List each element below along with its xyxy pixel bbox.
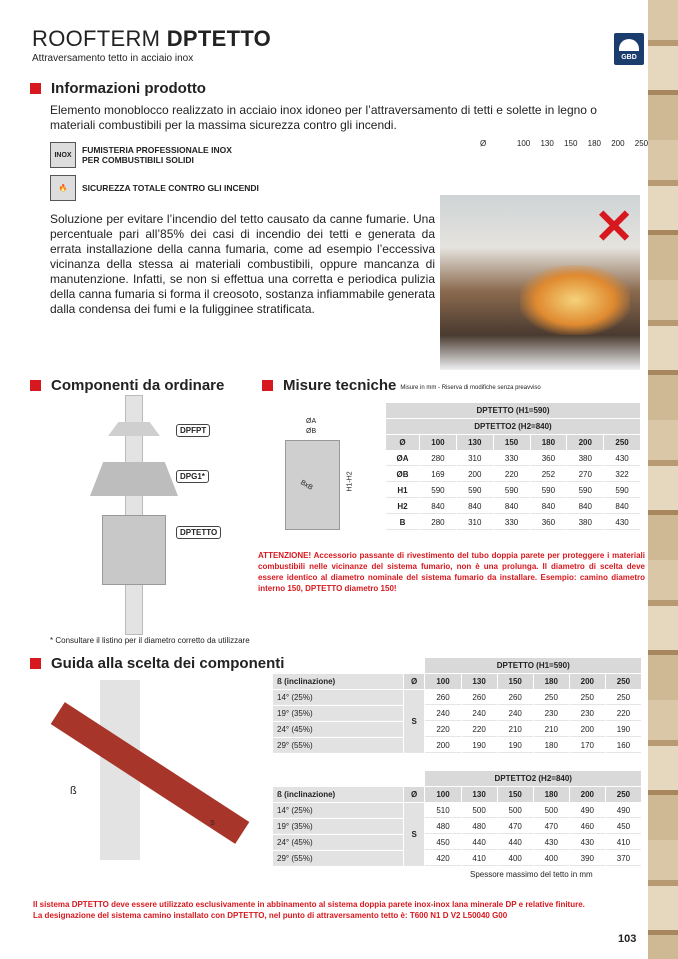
bullet-icon <box>262 380 273 391</box>
guide-table <box>272 770 642 867</box>
table-cell: ØB <box>386 467 419 482</box>
table-row <box>386 483 640 498</box>
label-dptetto: DPTETTO <box>176 526 221 539</box>
table-row <box>273 738 641 753</box>
footer-line2: La designazione del sistema camino installato con DPTETTO, nel punto di attraversamento tetto è: T600 N1 D V2 L50040 G00 <box>33 911 508 920</box>
guide-table <box>272 657 642 754</box>
table-cell: 590 <box>567 483 603 498</box>
bullet-icon <box>30 380 41 391</box>
table-row <box>386 499 640 514</box>
table-cell: 460 <box>570 819 605 834</box>
intro-text: Elemento monoblocco realizzato in acciaio inox idoneo per l’attraversamento di tetti e solette in legno o materiali combustibili per la massima sicurezza contro gli incendi. <box>50 103 597 132</box>
table-cell: 590 <box>604 483 640 498</box>
table-row <box>273 787 641 802</box>
table-cell: 510 <box>425 803 460 818</box>
table-cell: 490 <box>570 803 605 818</box>
table-cell: 380 <box>567 515 603 530</box>
footnote: * Consultare il listino per il diametro corretto da utilizzare <box>50 636 250 645</box>
label-oa: ØA <box>306 418 317 425</box>
table-cell: 200 <box>570 722 605 737</box>
table-cell: 29° (55%) <box>273 851 403 866</box>
table-cell: 170 <box>570 738 605 753</box>
table-header: 150 <box>498 787 533 802</box>
badge-text: FUMISTERIA PROFESSIONALE INOX <box>82 145 232 155</box>
table-cell: 470 <box>534 819 569 834</box>
table-cell: 430 <box>534 835 569 850</box>
roof-drawing <box>51 702 250 844</box>
table-cell: H1 <box>386 483 419 498</box>
guide-caption: Spessore massimo del tetto in mm <box>470 870 593 879</box>
table-header: 150 <box>498 674 533 689</box>
table-cell: 250 <box>534 690 569 705</box>
table-cell: 590 <box>494 483 530 498</box>
table-cell: 220 <box>425 722 460 737</box>
table-cell: 260 <box>462 690 497 705</box>
table-cell: 440 <box>462 835 497 850</box>
table-cell: 220 <box>462 722 497 737</box>
table-cell: 24° (45%) <box>273 722 403 737</box>
table-cell: 240 <box>425 706 460 721</box>
table-cell: 480 <box>425 819 460 834</box>
warning-text: ATTENZIONE! Accessorio passante di rivestimento del tubo doppia parete per proteggere i materiali combustibili nelle vicinanze del sistema fumario, non è una prolunga. Il diametro di scelta deve essere identico al diametro nominale del sistema fumario da installare. Esempio: camino diametro interno 150, DPTETTO diametro 150! <box>258 551 645 593</box>
table-row <box>273 851 641 866</box>
badge-text: PER COMBUSTIBILI SOLIDI <box>82 155 194 165</box>
table-cell: 220 <box>494 467 530 482</box>
table-cell: S <box>404 803 425 866</box>
table-cell: S <box>404 690 425 753</box>
label-ob: ØB <box>306 428 317 435</box>
table-cell: 180 <box>534 738 569 753</box>
table-cell: 14° (25%) <box>273 803 403 818</box>
table-cell: 210 <box>498 722 533 737</box>
table-cell: 840 <box>567 499 603 514</box>
table-cell: 410 <box>606 835 641 850</box>
inox-icon: INOX <box>50 142 76 168</box>
table-row <box>273 803 641 818</box>
no-fire-icon: 🔥 <box>50 175 76 201</box>
table-cell: 840 <box>457 499 493 514</box>
table-row <box>273 706 641 721</box>
table-cell: 240 <box>498 706 533 721</box>
table-header: Ø <box>404 787 425 802</box>
table-cell: 280 <box>420 515 456 530</box>
table-row <box>273 835 641 850</box>
table-cell: 360 <box>531 451 567 466</box>
table-cell: 19° (35%) <box>273 819 403 834</box>
table-cell: 200 <box>457 467 493 482</box>
table-cell: 590 <box>420 483 456 498</box>
table-cell: 440 <box>498 835 533 850</box>
table-header: 180 <box>534 674 569 689</box>
table-header: 180 <box>534 787 569 802</box>
table-cell: 410 <box>462 851 497 866</box>
table-header: DPTETTO (H1=590) <box>386 403 640 418</box>
badge-text: SICUREZZA TOTALE CONTRO GLI INCENDI <box>82 183 259 193</box>
table-cell: 240 <box>462 706 497 721</box>
section-guide: Guida alla scelta dei componenti <box>30 655 284 672</box>
table-header: DPTETTO (H1=590) <box>425 658 641 673</box>
table-header: 100 <box>425 674 460 689</box>
table-cell: 430 <box>604 515 640 530</box>
table-cell: 19° (35%) <box>273 706 403 721</box>
table-cell: 24° (45%) <box>273 835 403 850</box>
table-cell: 360 <box>531 515 567 530</box>
table-header: DPTETTO2 (H2=840) <box>386 419 640 434</box>
table-cell: 330 <box>494 515 530 530</box>
table-cell: 270 <box>567 467 603 482</box>
table-cell: 190 <box>462 738 497 753</box>
table-cell: 390 <box>570 851 605 866</box>
table-cell: 220 <box>606 706 641 721</box>
table-cell: 450 <box>606 819 641 834</box>
table-cell: 430 <box>604 451 640 466</box>
table-row: Ø 100 130 150 180 200 250 <box>386 435 640 450</box>
section-measures: Misure tecniche Misure in mm - Riserva di modifiche senza preavviso <box>262 377 541 394</box>
label-bxb: BxB <box>299 479 314 492</box>
table-header: ß (inclinazione) <box>273 787 403 802</box>
table-cell: 420 <box>425 851 460 866</box>
table-cell: 169 <box>420 467 456 482</box>
table-cell: 310 <box>457 515 493 530</box>
page-title: ROOFTERM DPTETTO <box>32 26 272 51</box>
table-cell: 210 <box>534 722 569 737</box>
section-components: Componenti da ordinare <box>30 377 224 394</box>
table-header: 100 <box>425 787 460 802</box>
table-cell: 840 <box>494 499 530 514</box>
measures-note: Misure in mm - Riserva di modifiche senza preavviso <box>400 384 541 391</box>
label-h1h2: H1-H2 <box>346 471 354 492</box>
table-header: 130 <box>462 674 497 689</box>
table-cell: 250 <box>570 690 605 705</box>
x-icon: ✕ <box>594 201 635 254</box>
badge-inox <box>50 142 232 168</box>
diameter-list: Ø 100 130 150 180 200 250 <box>480 139 649 148</box>
table-cell: 480 <box>462 819 497 834</box>
table-header: ß (inclinazione) <box>273 674 403 689</box>
table-cell: 840 <box>420 499 456 514</box>
table-cell: 500 <box>498 803 533 818</box>
table-cell: 500 <box>462 803 497 818</box>
table-cell: 252 <box>531 467 567 482</box>
table-cell: 250 <box>606 690 641 705</box>
table-cell: 29° (55%) <box>273 738 403 753</box>
table-cell: 200 <box>425 738 460 753</box>
label-beta: ß <box>70 785 77 797</box>
dpfpt-drawing <box>108 422 160 436</box>
table-cell: ØA <box>386 451 419 466</box>
wood-decoration <box>648 0 678 959</box>
table-cell: 590 <box>457 483 493 498</box>
table-cell: 380 <box>567 451 603 466</box>
gbd-logo: GBD <box>614 33 644 65</box>
dpg1-drawing <box>90 462 178 496</box>
table-cell: 260 <box>425 690 460 705</box>
table-cell: 400 <box>534 851 569 866</box>
page-number: 103 <box>618 933 637 945</box>
table-header: 250 <box>606 787 641 802</box>
table-cell: 260 <box>498 690 533 705</box>
section-info: Informazioni prodotto <box>30 80 206 97</box>
label-dpfpt: DPFPT <box>176 424 210 437</box>
table-row <box>386 515 640 530</box>
table-cell: 190 <box>606 722 641 737</box>
fire-image <box>520 265 630 335</box>
table-cell: 430 <box>570 835 605 850</box>
table-row <box>273 674 641 689</box>
table-cell: 190 <box>498 738 533 753</box>
table-cell: 490 <box>606 803 641 818</box>
label-s: S <box>210 820 215 827</box>
table-cell: 400 <box>498 851 533 866</box>
table-cell: 370 <box>606 851 641 866</box>
table-cell: 330 <box>494 451 530 466</box>
table-cell: 280 <box>420 451 456 466</box>
table-header: Ø <box>404 674 425 689</box>
footer-line1: Il sistema DPTETTO deve essere utilizzato esclusivamente in abbinamento al sistema doppia parete inox-inox lana minerale DP e relative finiture. <box>33 900 585 909</box>
table-row <box>273 690 641 705</box>
table-cell: 230 <box>534 706 569 721</box>
table-cell: 500 <box>534 803 569 818</box>
table-row <box>386 451 640 466</box>
page-subtitle: Attraversamento tetto in acciaio inox <box>32 53 194 64</box>
measures-table <box>385 402 641 531</box>
body-text: Soluzione per evitare l’incendio del tetto causato da canne fumarie. Una percentuale pari all’85% dei casi di incendio dei tetti e generata da errata installazione della canna fumaria, come ad esempio l’eccessiva vicinanza della stessa ai materiali combustibili, oppure mancanza di manutenzione. Infatti, se non si effettua una corretta e periodica pulizia della canna fumaria si forma il creosoto, sostanza infiammabile generata dalla condensa dei fumi e la fuligginee stratificata. <box>50 212 435 316</box>
table-cell: 160 <box>606 738 641 753</box>
bullet-icon <box>30 658 41 669</box>
badge-fire <box>50 175 259 201</box>
label-dpg1: DPG1* <box>176 470 209 483</box>
table-cell: 450 <box>425 835 460 850</box>
table-header: 200 <box>570 674 605 689</box>
table-header: 130 <box>462 787 497 802</box>
table-header: 250 <box>606 674 641 689</box>
table-cell: 322 <box>604 467 640 482</box>
table-header: 200 <box>570 787 605 802</box>
table-cell: 14° (25%) <box>273 690 403 705</box>
table-cell: B <box>386 515 419 530</box>
table-cell: H2 <box>386 499 419 514</box>
table-cell: 840 <box>604 499 640 514</box>
dptetto-drawing <box>102 515 166 585</box>
table-row <box>386 467 640 482</box>
table-cell: 230 <box>570 706 605 721</box>
table-row <box>273 722 641 737</box>
table-cell: 470 <box>498 819 533 834</box>
bullet-icon <box>30 83 41 94</box>
table-cell: 590 <box>531 483 567 498</box>
table-row <box>273 819 641 834</box>
table-cell: 840 <box>531 499 567 514</box>
table-cell: 310 <box>457 451 493 466</box>
table-header: DPTETTO2 (H2=840) <box>425 771 641 786</box>
